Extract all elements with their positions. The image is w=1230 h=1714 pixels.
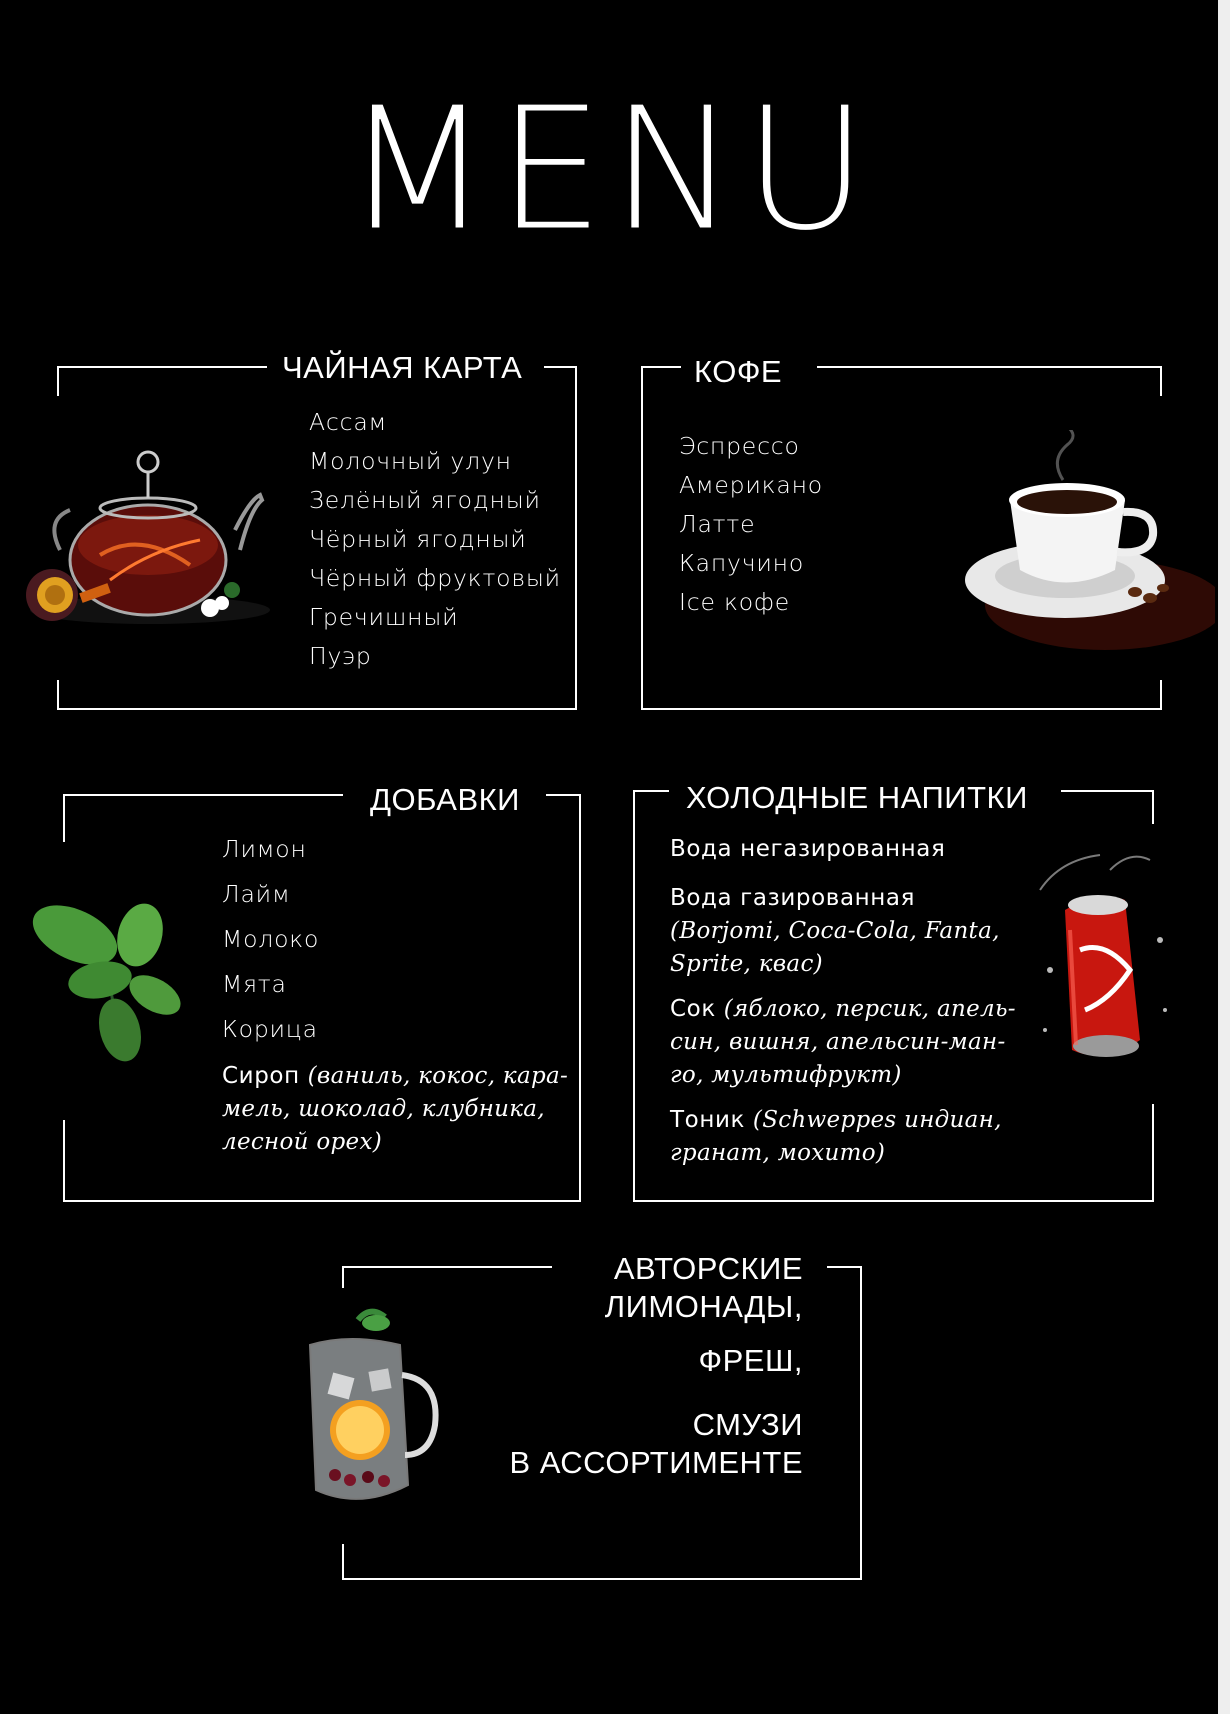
list-item: Эспрессо xyxy=(679,432,800,460)
list-item: Сок (яблоко, персик, апель- син, вишня, апельсин-ман- го, мультифрукт) xyxy=(670,996,1016,1088)
syrup-detail: мель, шоколад, клубника, xyxy=(222,1096,545,1122)
syrup-item xyxy=(222,1060,568,1159)
list-item: Лайм xyxy=(222,880,291,908)
frame-line xyxy=(575,366,577,710)
addons-heading: ДОБАВКИ xyxy=(370,782,520,817)
tea-list xyxy=(309,403,561,676)
frame-line xyxy=(641,708,1162,710)
syrup-label: Сироп xyxy=(222,1063,300,1089)
list-item: Лимон xyxy=(222,835,307,863)
frame-line xyxy=(544,366,576,368)
list-item: Вода газированная (Borjomi, Coca-Cola, Fanta, Sprite, квас) xyxy=(670,885,1000,977)
list-item: Капучино xyxy=(679,549,805,577)
frame-line xyxy=(342,1266,344,1288)
coffee-heading: КОФЕ xyxy=(694,354,783,389)
cold-drinks-list xyxy=(670,833,1016,1186)
frame-line xyxy=(63,794,65,842)
coffee-cup-image xyxy=(955,430,1215,670)
syrup-detail: лесной орех) xyxy=(222,1129,382,1155)
frame-line xyxy=(342,1544,344,1580)
list-item: Молоко xyxy=(222,925,320,953)
frame-line xyxy=(633,790,669,792)
frame-line xyxy=(579,794,581,1202)
addons-list xyxy=(222,830,319,1055)
frame-line xyxy=(633,790,635,1202)
frame-line xyxy=(1061,790,1154,792)
list-item: Пуэр xyxy=(309,642,372,670)
soda-can-image xyxy=(1010,850,1190,1080)
frame-line xyxy=(827,1266,862,1268)
list-item: Тоник (Schweppes индиан, гранат, мохито) xyxy=(670,1107,1002,1166)
frame-line xyxy=(817,366,1162,368)
frame-line xyxy=(1160,680,1162,710)
frame-line xyxy=(342,1578,862,1580)
frame-line xyxy=(546,794,581,796)
list-item: Чёрный фруктовый xyxy=(309,564,561,592)
list-item: Латте xyxy=(679,510,756,538)
list-item: Американо xyxy=(679,471,823,499)
frame-line xyxy=(641,366,681,368)
frame-line xyxy=(641,366,643,710)
mint-image xyxy=(20,895,190,1065)
lemonade-jug-image xyxy=(290,1305,450,1515)
frame-line xyxy=(57,366,267,368)
frame-line xyxy=(860,1266,862,1580)
frame-line xyxy=(63,794,343,796)
frame-line xyxy=(63,1120,65,1202)
frame-line xyxy=(633,1200,1154,1202)
teapot-image xyxy=(0,440,300,640)
lemonades-heading: АВТОРСКИЕ ЛИМОНАДЫ, ФРЕШ, СМУЗИ В АССОРТИМЕНТЕ xyxy=(509,1251,803,1480)
page-edge xyxy=(1218,0,1230,1714)
list-item: Вода негазированная xyxy=(670,836,946,862)
frame-line xyxy=(1152,1104,1154,1202)
frame-line xyxy=(57,366,59,396)
frame-line xyxy=(57,708,577,710)
menu-title: MENU xyxy=(344,71,874,269)
frame-line xyxy=(1152,790,1154,824)
list-item: Мята xyxy=(222,970,287,998)
frame-line xyxy=(63,1200,581,1202)
cold-drinks-heading: ХОЛОДНЫЕ НАПИТКИ xyxy=(686,780,1028,815)
frame-line xyxy=(1160,366,1162,396)
list-item: Ассам xyxy=(309,408,388,436)
frame-line xyxy=(57,680,59,710)
list-item: Зелёный ягодный xyxy=(309,486,541,514)
syrup-detail: (ваниль, кокос, кара- xyxy=(307,1063,569,1089)
list-item: Ice кофе xyxy=(679,588,791,616)
list-item: Гречишный xyxy=(309,603,459,631)
list-item: Корица xyxy=(222,1015,318,1043)
list-item: Молочный улун xyxy=(309,447,512,475)
tea-heading: ЧАЙНАЯ КАРТА xyxy=(282,350,523,385)
list-item: Чёрный ягодный xyxy=(309,525,527,553)
coffee-list xyxy=(679,427,823,622)
